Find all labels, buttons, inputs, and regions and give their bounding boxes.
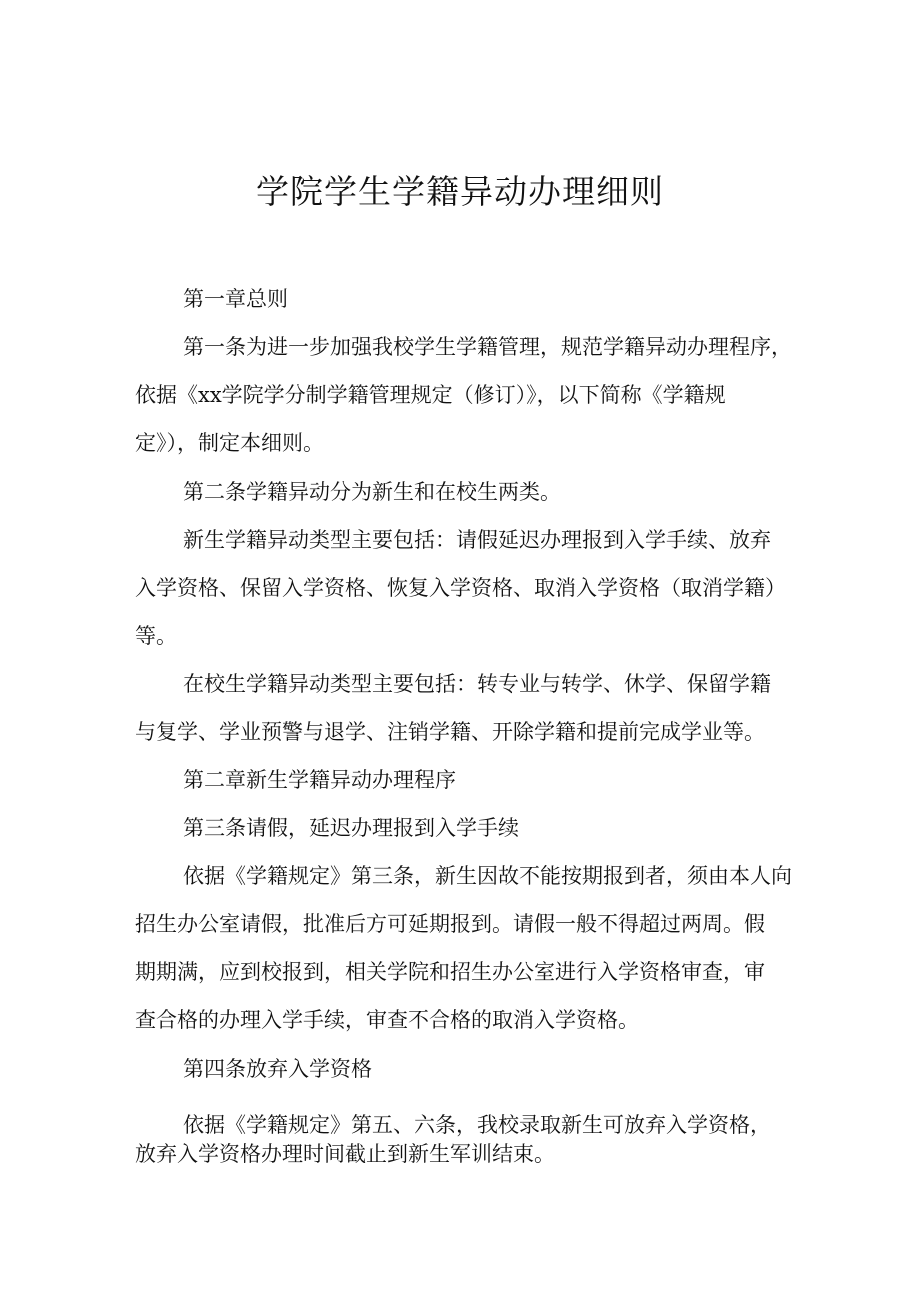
chapter-heading: 第二章新生学籍异动办理程序 (183, 768, 456, 792)
document-title: 学院学生学籍异动办理细则 (256, 172, 664, 211)
paragraph-line: 依据《xx学院学分制学籍管理规定（修订）》，以下简称《学籍规 (135, 383, 726, 407)
paragraph-line: 期期满，应到校报到，相关学院和招生办公室进行入学资格审查，审 (135, 960, 765, 984)
article-heading: 第四条放弃入学资格 (183, 1057, 372, 1081)
paragraph-line: 在校生学籍异动类型主要包括：转专业与转学、休学、保留学籍 (183, 672, 771, 696)
paragraph-line: 依据《学籍规定》第三条，新生因故不能按期报到者，须由本人向 (183, 864, 792, 888)
paragraph-line: 查合格的办理入学手续，审查不合格的取消入学资格。 (135, 1008, 639, 1032)
chapter-heading: 第一章总则 (183, 287, 288, 311)
paragraph-line: 第一条为进一步加强我校学生学籍管理，规范学籍异动办理程序， (183, 335, 792, 359)
paragraph-line: 入学资格、保留入学资格、恢复入学资格、取消入学资格（取消学籍） (135, 576, 786, 600)
paragraph-line: 招生办公室请假，批准后方可延期报到。请假一般不得超过两周。假 (135, 912, 765, 936)
paragraph-line: 等。 (135, 624, 177, 648)
paragraph-line: 放弃入学资格办理时间截止到新生军训结束。 (135, 1142, 555, 1166)
paragraph-line: 第二条学籍异动分为新生和在校生两类。 (183, 480, 561, 504)
paragraph-line: 与复学、学业预警与退学、注销学籍、开除学籍和提前完成学业等。 (135, 720, 765, 744)
article-heading: 第三条请假，延迟办理报到入学手续 (183, 816, 519, 840)
paragraph-line: 依据《学籍规定》第五、六条，我校录取新生可放弃入学资格， (183, 1113, 771, 1137)
paragraph-line: 定》），制定本细则。 (135, 431, 324, 455)
paragraph-line: 新生学籍异动类型主要包括：请假延迟办理报到入学手续、放弃 (183, 528, 771, 552)
